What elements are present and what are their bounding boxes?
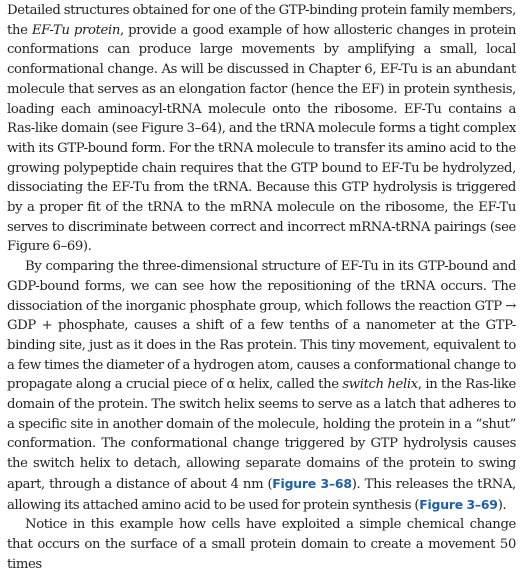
- paragraph-2: [7, 257, 516, 515]
- text-page: [7, 1, 516, 574]
- paragraph-text: ).: [497, 497, 507, 513]
- paragraph-1: [7, 1, 516, 257]
- paragraph-text: , provide a good example of how allosteric changes in protein conformations can produce large movements by amplifying a small, local conformational change. As will be discussed in Chapter 6, EF-Tu is an abundant molecule that serves as an elongation factor (hence the EF) in protein synthesis, loading each aminoacyl-tRNA molecule onto the ribosome. EF-Tu contains a Ras-like domain (see Figure 3–64), and the tRNA molecule forms a tight complex with its GTP-bound form. For the tRNA molecule to transfer its amino acid to the growing polypeptide chain requires that the GTP bound to EF-Tu be hydrolyzed, dissociating the EF-Tu from the tRNA. Because this GTP hydrolysis is triggered by a proper fit of the tRNA to the mRNA molecule on the ribosome, the EF-Tu serves to discriminate between correct and incorrect mRNA-tRNA pairings (see Figure 6–69).: [7, 22, 516, 255]
- emphasized-term: EF-Tu protein: [31, 22, 120, 38]
- paragraph-3: [7, 515, 516, 574]
- figure-reference-link[interactable]: Figure 3–68: [272, 475, 352, 491]
- paragraph-text: , in the Ras-like domain of the protein. The switch helix seems to serve as a latch that adheres to a specific site in another domain of the molecule, holding the protein in a “shut” conformation. The conformational change triggered by GTP hydrolysis causes the switch helix to detach, allowing separate domains of the protein to swing apart, through a distance of about 4 nm (: [7, 377, 517, 492]
- emphasized-term: switch helix: [342, 377, 418, 393]
- paragraph-text: Detailed structures obtained for one of the GTP-binding protein family members, the: [7, 3, 516, 38]
- paragraph-text: Notice in this example how cells have exploited a simple chemical change that occurs on the surface of a small protein domain to create a movement 50 times: [7, 517, 516, 572]
- paragraph-text: By comparing the three-dimensional structure of EF-Tu in its GTP-bound and GDP-bound forms, we can see how the repositioning of the tRNA occurs. The dissociation of the inorganic phosphate group, which follows the reaction GTP → GDP + phosphate, causes a shift of a few tenths of a nanometer at the GTP-binding site, just as it does in the Ras protein. This tiny movement, equivalent to a few times the diameter of a hydrogen atom, causes a conformational change to propagate along a crucial piece of α helix, called the: [7, 259, 516, 393]
- figure-reference-link[interactable]: Figure 3–69: [419, 496, 498, 512]
- paragraph-text: ). This releases the tRNA, allowing its attached amino acid to be used for protein synthesis (: [7, 476, 516, 513]
